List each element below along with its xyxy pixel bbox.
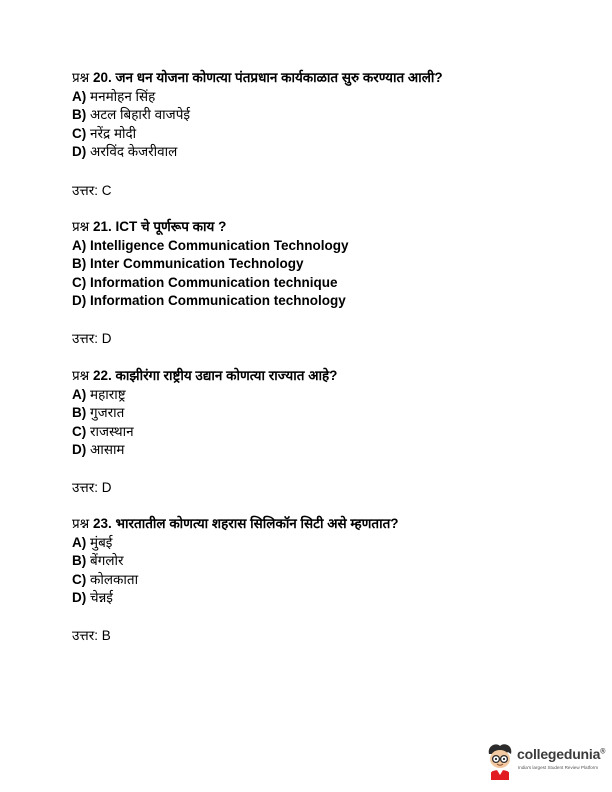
question-23-option-a: A) मुंबई	[72, 534, 113, 550]
question-22-option-a: A) महाराष्ट्र	[72, 386, 126, 402]
question-21-option-c: C) Information Communication technique	[72, 274, 338, 290]
question-20-text	[72, 69, 592, 88]
question-body: 21. ICT चे पूर्णरूप काय ?	[93, 219, 227, 234]
question-body: 22. काझीरंगा राष्ट्रीय उद्यान कोणत्या राज्यात आहे?	[93, 368, 338, 383]
question-body: 20. जन धन योजना कोणत्या पंतप्रधान कार्यकाळात सुरु करण्यात आली?	[93, 70, 443, 85]
question-22-option-d: D) आसाम	[72, 442, 125, 457]
question-23-option-b: B) बेंगलोर	[72, 553, 124, 568]
question-21-block	[72, 218, 592, 311]
question-22-text	[72, 367, 592, 386]
question-21-answer: उत्तर: D	[72, 331, 112, 346]
question-20-option-c: C) नरेंद्र मोदी	[72, 125, 137, 141]
question-21-option-d: D) Information Communication technology	[72, 293, 346, 308]
brand-name: collegedunia®	[517, 746, 606, 762]
question-23-text	[72, 515, 592, 534]
question-21-option-b: B) Inter Communication Technology	[72, 256, 304, 271]
question-prefix: प्रश्न	[72, 516, 90, 531]
question-20-option-a: A) मनमोहन सिंह	[72, 88, 156, 104]
question-body: 23. भारतातील कोणत्या शहरास सिलिकॉन सिटी असे म्हणतात?	[93, 516, 399, 531]
question-21-option-a: A) Intelligence Communication Technology	[72, 237, 349, 253]
question-20-option-b: B) अटल बिहारी वाजपेई	[72, 107, 190, 122]
question-prefix: प्रश्न	[72, 70, 90, 85]
question-20-answer: उत्तर: C	[72, 183, 112, 198]
question-22-block	[72, 367, 592, 460]
question-23-option-c: C) कोलकाता	[72, 571, 139, 587]
question-prefix: प्रश्न	[72, 219, 90, 234]
question-20-option-d: D) अरविंद केजरीवाल	[72, 144, 178, 159]
question-21-text	[72, 218, 592, 237]
question-22-option-c: C) राजस्थान	[72, 423, 134, 439]
question-20-block	[72, 69, 592, 162]
question-23-block	[72, 515, 592, 608]
question-23-answer: उत्तर: B	[72, 628, 111, 643]
brand-tagline: India's largest Student Review Platform	[518, 765, 599, 770]
question-22-answer: उत्तर: D	[72, 480, 112, 495]
mascot-icon	[484, 742, 516, 780]
question-22-option-b: B) गुजरात	[72, 405, 125, 420]
question-23-option-d: D) चेन्नई	[72, 590, 113, 605]
collegedunia-logo	[484, 742, 608, 782]
question-prefix: प्रश्न	[72, 368, 90, 383]
